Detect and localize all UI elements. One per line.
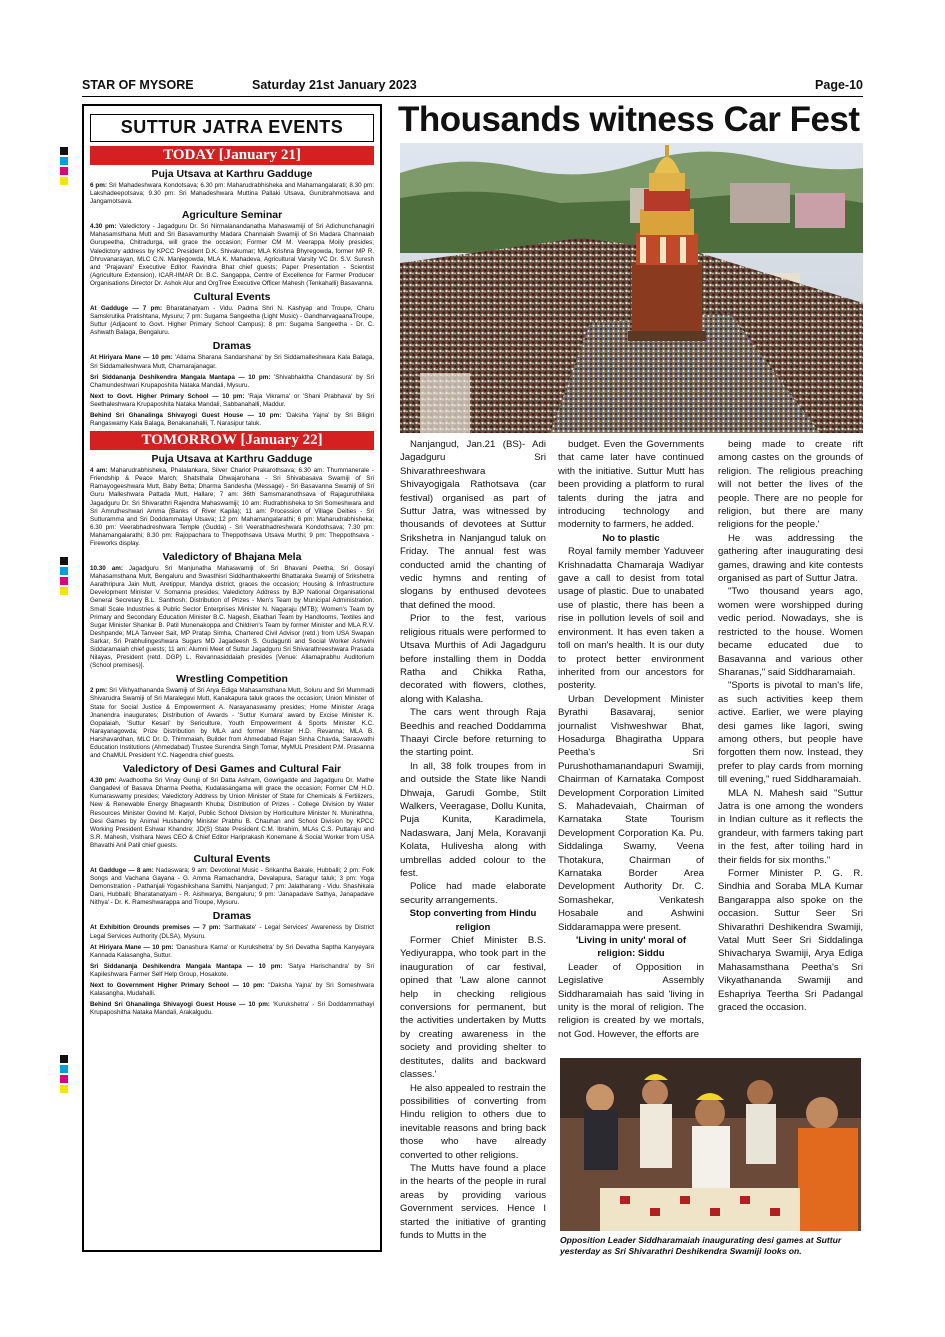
article-paragraph: He also appealed to restrain the possibilities of converting from Hindu religion to others due to inevitable reasons and bring back those who have already converted to other religions. <box>400 1082 546 1161</box>
article-paragraph: Leader of Opposition in Legislative Assembly Siddharamaiah has said 'living in unity is the moral of religion. The religion is created by we mortals, not God. However, the efforts are <box>558 961 704 1040</box>
header-rule <box>82 96 863 97</box>
event-section-heading: Wrestling Competition <box>176 673 288 686</box>
article-subheading: No to plastic <box>602 532 660 544</box>
article-paragraph: Urban Development Minister Byrathi Basavaraj, senior journalist Vishweshwar Bhat, Hosadurga Bhagiratha Uppara Peetha's Sri Purushothamanandapuri Swamiji, Chairman of Karnataka Compost Development Corporation Limited S. Mahadevaiah, Chairman of Karnataka State Tourism Development Corporation Ka. Pu. Siddalinga Swamy, Veena Thotakura, Chairman of Karnataka Border Area Development Authority Dr. C. Somashekar, Venkatesh Hosabale and Ashwini Siddaramappa were present. <box>558 693 704 933</box>
event-listing: Behind Sri Ghanalinga Shivayogi Guest House — 10 pm: 'Daksha Yajna' by Sri Biligiri Rangaswamy Kala Balaga, Benakanahalli, T. Narasipur taluk. <box>90 411 375 428</box>
article-subheading: Stop converting from Hindu religion <box>409 908 537 933</box>
article-paragraph: He was addressing the gathering after inaugurating desi games, drawing and kite contests organised as part of Suttur Jatra. <box>718 532 863 585</box>
event-listing: At Exhibition Grounds premises — 7 pm: 'Sarthakate' - Legal Services' Awareness by District Legal Services Authority (DLSA), Mysuru. <box>90 924 374 940</box>
article-column-2 <box>558 438 704 1041</box>
event-section-heading: Valedictory of Desi Games and Cultural Fair <box>122 763 342 776</box>
article-paragraph: Royal family member Yaduveer Krishnadatta Chamaraja Wadiyar gave a call to desist from total usage of plastic. Due to unabated use of plastic, there has been a rise in pollution levels of soil and environment. It has even taken a toll on man's health. It is our duty to protect better environment inherited from our ancestors for posterity. <box>558 546 704 692</box>
article-paragraph: being made to create rift among castes on the grounds of religion. The religious preaching will not better the lives of the people. There are no people for religion, but there are many religions for the people.' <box>718 439 863 531</box>
today-band: TODAY [January 21] <box>90 146 374 165</box>
paper-name: STAR OF MYSORE <box>82 78 194 92</box>
photo-caption: Opposition Leader Siddharamaiah inaugurating desi games at Suttur yesterday as Sri Shivarathri Deshikendra Swamiji looks on. <box>560 1235 842 1256</box>
event-section-heading: Valedictory of Bhajana Mela <box>162 551 302 564</box>
event-section-heading: Agriculture Seminar <box>181 209 283 222</box>
event-listing: 6 pm: Sri Mahadeshwara Kondotsava; 6.30 pm: Maharudrabhisheka and Mahamangalarati; 8.30 pm: Lakshadeepotsava; 9.30 pm: Sri Mahadeshwara Muttina Pallaki Utsava, Gurubrahmotsava and Jangamotsava. <box>90 182 374 206</box>
article-headline: Thousands witness Car Fest <box>398 100 860 139</box>
desi-games-photo <box>560 1058 861 1231</box>
event-listing: At Hiriyara Mane — 10 pm: 'Allama Sharana Sandarshana' by Sri Siddamalleshwara Kala Balaga, Sri Siddamalleshwara Mutt, Chamarajanagar. <box>90 354 374 370</box>
page-number: Page-10 <box>815 78 863 92</box>
article-paragraph: MLA N. Mahesh said "Suttur Jatra is one among the wonders in Indian culture as it reflects the grandeur, with farmers taking part in the fest, after toiling hard in their fields for six months." <box>718 787 863 866</box>
event-listing: Next to Govt. Higher Primary School — 10 pm: 'Raja Vikrama' or 'Shani Prabhava' by Sri Seethaleshwara Krupaposhita Nataka Mandali, Sabbanahalli, Maddur. <box>90 392 374 408</box>
article-paragraph: The Mutts have found a place in the hearts of the people in rural areas by providing various Government services. Hence I started the initiative of granting funds to Mutts in the <box>400 1162 546 1241</box>
article-column-3 <box>718 438 863 1014</box>
event-listing: At Gadduge — 8 am: Nadaswara; 9 am: Devotional Music - Srikantha Bakale, Hubballi; 2 pm: Folk Songs and Vachana Gayana - G. Amma Ramachandra, Devalapura, Saragur taluk; 3 pm: Yoga Demonstration - Pathanjali Yogashikshana Samithi, Nanjangud; 7 pm: Jalatharang - Vidu. Shashikala Dani, Hubballi; Bharatanatyam - R. Aishwarya, Bengaluru; 9 pm: 'Janapadave Sathya, Janapadave Nithya' - Dr. K. Rameshwarappa and Troupe, Mysuru. <box>90 867 375 907</box>
event-section-heading: Cultural Events <box>193 853 271 865</box>
event-listing: 10.30 am: Jagadguru Sri Manjunatha Mahaswamiji of Sri Bhavani Peetha, Sri Gosayi Mahasamsthana Mutt, Bengaluru and Swasthisri Siddhanthakeerthi Bhattaraka Swamiji of Srikshetra Aarathripura Jain Mutt, Aretippur, Mandya district, graces the occasion; Housing & Infrastructure Development Minister V. Somanna presides; Valedictory Address by BJP National Organisational General Secretary B.L. Santhosh; Distribution of Prizes - Men's Team by Municipal Administration, Small Scale Industries & Public Sector Enterprises Minister N. Nagaraju (MTB); Women's Team by Primary and Secondary Education Minister B.C. Nagesh, Ekathari Team by Handlooms, Textiles and Sugar Minister Shankar B. Patil Munenakoppa and Children's Team by former Minister and MLA R.V. Deshpande; MLA Tanveer Sait, MP Pratap Simha, Chartered Civil Advisor (retd.) from USA Swapan Sarkar, Sri Prabhulingeshwara Sugars MD Jagadeesh S. Gudagunti and Social Worker Ashwini Siddaramaiah chief guests; 11 am: Alumni Meet of Suttur Jagadguru Sri Shivarathreeshwara Prasada Nilayas, President (retd. DGP) L. Revannasiddaiah presides [Venue: Allamaprabhu Auditorium (School premises)]. <box>90 565 374 670</box>
car-festival-photo <box>400 143 863 433</box>
article-paragraph: The cars went through Raja Beedhis and reached Doddamma Thaayi Circle before returning to the starting point. <box>400 707 546 759</box>
article-column-1 <box>400 438 546 1242</box>
article-paragraph: budget. Even the Governments that came later have continued with the initiative. Suttur Mutt has been providing a platform to rural talents during the jatra and introducing technology and modernity to farmers, he added. <box>558 439 704 531</box>
event-section-heading: Puja Utsava at Karthru Gadduge <box>151 168 313 180</box>
event-listing: 4.30 pm: Avadhootha Sri Vinay Guruji of Sri Datta Ashram, Gowrigadde and Jagadguru Dr. Mathe Gangadevi of Basava Dharma Peetha, Kudalasangama will grace the occasion; Former CM H.D. Kumaraswamy presides; Valedictory Address by Union Minister of State for Chemicals & Fertilizers, New & Renewable Energy Bhagwanth Khuba; Distribution of Prizes - College Division by Water Resources Minister Govind M. Karjol, Public School Division by Horticulture Minister N. Munirathna, Desi Games by Animal Husbandry Minister Prabhu B. Chauhan and School Division by KPCC Working President Eshwar Khandre; JD(S) State President C.M. Ibrahim, MLAs C.S. Puttaraju and S.R. Mahesh, Visthara News CEO & Chief Editor Hariprakash Konemane & Social Worker from USA Bhavathi Anil Patil chief guests. <box>90 777 374 849</box>
event-listing: 2 pm: Sri Vikhyathananda Swamiji of Sri Arya Ediga Mahasamsthana Mutt, Soluru and Sri Mummadi Shivarudra Swamiji of Sri Maralegavi Mutt, Kanakapura taluk graces the occasion; Union Minister of State for Social Justice & Empowerment A. Narayanaswamy presides; Home Minister Araga Jnanendra inaugurates; Distribution of Awards - 'Suttur Kumara' award by Excise Minister K. Gopalaiah, 'Suttur Kesari' by Sericulture, Youth Empowerment & Sports Minister K.C. Narayanagowda; Prize Distribution by MLA and former Minister H.D. Revanna; MLA B. Harshavardhan, MLC Dr. D. Thimmaiah, Builder from Ahmedabad Rajan Sinha Chavda, Saraswathi Education Institutions (Ahmedabad) Trustee Surendra Singh Tomar, MyMUL President P.M. Prasanna and ChaMUL President Y.C. Nagendra chief guests. <box>90 687 375 760</box>
event-section-heading: Cultural Events <box>193 291 271 304</box>
page-header <box>82 78 863 96</box>
events-title: SUTTUR JATRA EVENTS <box>90 114 374 142</box>
tomorrow-band: TOMORROW [January 22] <box>90 431 374 450</box>
issue-date: Saturday 21st January 2023 <box>252 78 417 92</box>
event-listing: Behind Sri Ghanalinga Shivayogi Guest House — 10 pm: 'Kurukshetra' - Sri Doddammathayi Krupaposhitha Nataka Mandali, Arakalgudu. <box>90 1001 374 1017</box>
events-box <box>82 104 382 1252</box>
event-listing: 4 am: Maharudrabhisheka, Phalalankara, Silver Chariot Prakarothsava; 6.30 am: Thummanerale - Friendship & Peace March; Shatsthala Dhwajarohana - Sri Shivabasava Swamiji of Sri Ramayogeeshwara Mutt, Baby Betta; Dharma Sandesha (Message) - Sri Basavanna Swamiji of Sri Guru Malleshwara Pattada Mutt, Hallare; 7 am: 36th Samsmaranothsava of Rajaguruthilaka Jagadguru Dr. Sri Shivarathri Rajendra Mahaswamiji; 10 am: Rudrabhisheka to Sri Someshwara and Sri Amrutheshwari Amma (Banks of River Kapila); 11 am: Procession of Village Deities - Sri Sutturamma and Sri Doddammatayi Utsava; 12 pm: Mahamangalarathi; 6 pm: Maharudrabhisheka; 6.30 pm: Veerabhadreshwara Temple (Gudda) - Sri Veerabhadreshwara Kondothsava; 7.30 pm: Mahamangalarathi; 8.30 pm: Rajopachara to Theppothsava Utsava Murthi; 9 pm: Theppothsava - Fireworks display. <box>90 467 375 547</box>
event-listing: At Hiriyara Mane — 10 pm: 'Danashura Karna' or Kurukshetra' by Sri Devatha Saptha Kanyeyara Kannada Kalasangha, Suttur. <box>90 943 374 959</box>
event-listing: Next to Government Higher Primary School — 10 pm: "Daksha Yajna' by Sri Someshwara Kalasangha, Mudahalli. <box>90 982 374 998</box>
event-listing: At Gadduge — 7 pm: Bharatanatyam - Vidu. Padma Shri N. Kashyap and Troupe, Charu Samskrutika Pratishtana, Mysuru; 7 pm: Sugama Sangeetha (Light Music) - GandharvagaanaTroupe, Suttur (Adjacent to Govt. Higher Primary School Campus); 8 pm: Sugama Sangeetha - Dr. C. Ashwath Balaga, Bengaluru. <box>90 305 374 337</box>
event-listing: 4.30 pm: Valedictory - Jagadguru Dr. Sri Nirmalanandanatha Mahaswamiji of Sri Adichunchanagiri Mahasamsthana Mutt and Sri Basavamurthy Madara Channaiah Swamiji of Sri Madara Channaiah Gurupeetha, Chitradurga, will grace the occasion; Former CM M. Veerappa Moily presides; Valedictory address by KPCC President D.K. Shivakumar; MLA Krishna Bhyregowda, former MP R. Dhruvanarayan, MLC C.N. Manjegowda, MLA K. Mahadeva, Agricultural Varsity VC Dr. S.V. Suresh and 'Prajavani' Executive Editor Ravindra Bhat chief guests; Paper Presentation - Scientist (Agriculture Extension), ICAR-IIMAR Dr. B.C. Sangappa, Centre of Excellence for Farmer Producer Organisations Director Dr. Ashok Alur and OrgTree Executive Officer Mahesh (Tenkahalli) Basavanna. <box>90 223 374 287</box>
article-paragraph: "Sports is pivotal to man's life, as such activities keep them active. Earlier, we were playing desi games like lagori, swing among others, but people have forgotten them now. Instead, they prefer to play cards from morning till evening," rued Siddharamaiah. <box>718 680 863 786</box>
event-listing: Sri Siddananja Deshikendra Mangala Mantapa — 10 pm: 'Satya Harischandra' by Sri Kapileshwara Farmer Self Help Group, Hosakote. <box>90 962 374 978</box>
event-section-heading: Dramas <box>212 910 252 923</box>
article-subheading: 'Living in unity' moral of religion: Siddu <box>575 935 687 960</box>
article-paragraph: In all, 38 folk troupes from in and outside the State like Nandi Dhwaja, Garudi Gombe, Stilt Walkers, Veeragase, Dollu Kunita, Puja Kunita, Karadimela, Nadaswara, Janj Mela, Koravanji Kolata, Hulivesha along with umbrellas added colour to the fest. <box>400 760 546 879</box>
events-body <box>84 146 380 1017</box>
event-listing: Sri Siddananja Deshikendra Mangala Mantapa — 10 pm: 'Shivabhaktha Chandasura' by Sri Chamundeshwari Krupaposhita Nataka Mandali, Mysuru. <box>90 373 374 389</box>
article-paragraph: Police had made elaborate security arrangements. <box>400 881 546 906</box>
article-paragraph: Former Minister P. G. R. Sindhia and Soraba MLA Kumar Bangarappa also spoke on the occasion. Suttur Seer Sri Shivarathri Deshikendra Swamiji, Vatal Mutt Seer Sri Siddalinga Shivacharya Swamiji, Arya Ediga Mahasamsthana Peetha's Sri Vikyathananda Swamiji and Eshapriya Teertha Sri Padangal graced the occasion. <box>718 868 863 1014</box>
article-paragraph: Former Chief Minister B.S. Yediyurappa, who took part in the inauguration of car festival, opined that 'Law alone cannot help in checking religious conversions for permanent, but the activities undertaken by Mutts by creating awareness in the society and providing shelter to destitutes, dalits and backward classes.' <box>400 935 546 1081</box>
event-section-heading: Dramas <box>212 340 252 353</box>
article-paragraph: "Two thousand years ago, women were worshipped during vedic period. Nowadays, she is restricted to the house. Women became educated due to Basavanna and various other Sharanas," said Siddharamaiah. <box>718 586 863 678</box>
article-paragraph: Nanjangud, Jan.21 (BS)- Adi Jagadguru Sri Shivarathreeshwara Shivayogigala Rathotsava (car festival) organised as part of Suttur Jatra, was witnessed by thousands of devotees at Suttur Srikshetra in Nanjangud taluk on Friday. The annual fest was conducted amid the chanting of vedic hymns and renting of slogans by enthused devotees that defined the mood. <box>400 439 546 611</box>
article-paragraph: Prior to the fest, various religious rituals were performed to Utsava Murthis of Adi Jagadguru before installing them in Dodda Ratha and Chikka Ratha, decorated with flowers, clothes, along with Kalasha. <box>400 613 546 705</box>
event-section-heading: Puja Utsava at Karthru Gadduge <box>151 453 313 466</box>
